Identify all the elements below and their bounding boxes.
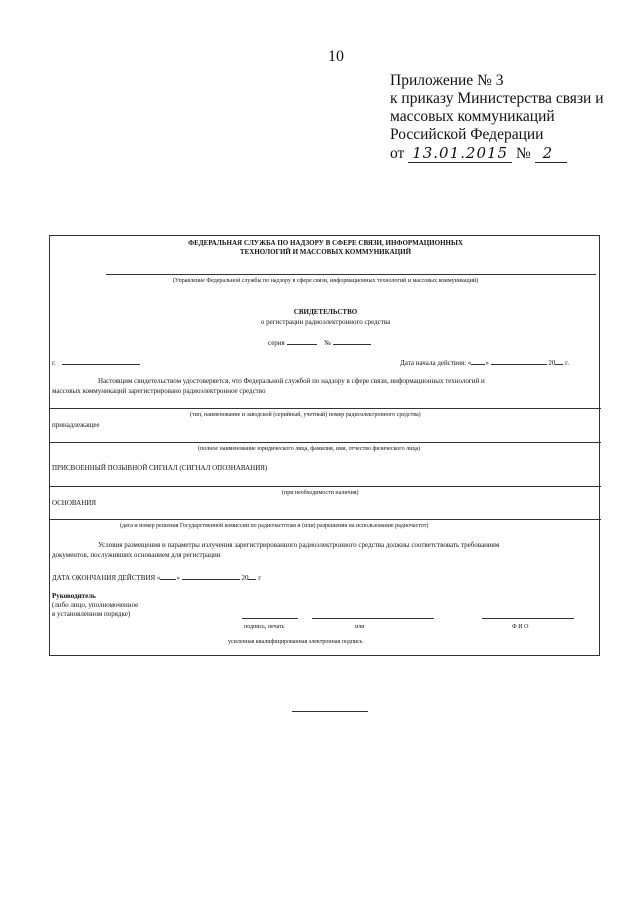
decision-caption: (дата и номер решения Государственной комиссии по радиочастотам и (или) разрешения на использование радиочастот) bbox=[120, 523, 429, 529]
end-year-field[interactable] bbox=[248, 572, 256, 580]
or-caption: или bbox=[355, 624, 365, 630]
callsign-label: ПРИСВОЕННЫЙ ПОЗЫВНОЙ СИГНАЛ (СИГНАЛ ОПОЗНАВАНИЯ) bbox=[52, 464, 268, 472]
esign-caption: усиленная квалифицированная электронная подпись bbox=[228, 639, 363, 645]
conditions-line1: Условия размещения и параметры излучения зарегистрированного радиоэлектронного средства должны соответствовать требованиям bbox=[98, 541, 500, 549]
start-date-label: Дата начала действия: « bbox=[400, 359, 472, 367]
g-row bbox=[52, 357, 140, 367]
end-date-row bbox=[52, 572, 261, 582]
bottom-divider bbox=[292, 711, 368, 712]
issue-date-field[interactable] bbox=[62, 357, 140, 365]
signature-caption: подпись, печать bbox=[244, 624, 285, 630]
type-line bbox=[50, 408, 601, 409]
head-sub2: в установленном порядке) bbox=[52, 610, 131, 618]
end-year: 20 bbox=[241, 574, 249, 582]
start-day-field[interactable] bbox=[471, 357, 485, 365]
page-number: 10 bbox=[328, 48, 344, 65]
certificate-form bbox=[49, 235, 600, 656]
series-field[interactable] bbox=[287, 337, 317, 345]
number-field[interactable] bbox=[333, 337, 371, 345]
certify-line2: массовых коммуникаций зарегистрировано радиоэлектронное средство bbox=[52, 387, 266, 395]
owner-line bbox=[50, 442, 601, 443]
start-year-suffix: г. bbox=[565, 359, 569, 367]
handwritten-number: 2 bbox=[535, 144, 568, 163]
fio-caption: Ф И О bbox=[512, 624, 529, 630]
end-date-label: ДАТА ОКОНЧАНИЯ ДЕЙСТВИЯ « bbox=[52, 574, 161, 582]
head-sub1: (либо лицо, уполномоченное bbox=[52, 601, 139, 609]
grounds-line bbox=[50, 519, 601, 520]
start-date-quote: » bbox=[485, 359, 489, 367]
department-caption: (Управление Федеральной службы по надзору в сфере связи, информационных технологий и массовых коммуникаций) bbox=[172, 278, 479, 284]
conditions-line2: документов, послуживших основанием для регистрации bbox=[52, 551, 221, 559]
agency-header-line1: ФЕДЕРАЛЬНАЯ СЛУЖБА ПО НАДЗОРУ В СФЕРЕ СВЯЗИ, ИНФОРМАЦИОННЫХ bbox=[188, 239, 463, 247]
certificate-title: СВИДЕТЕЛЬСТВО bbox=[293, 308, 358, 316]
number-prefix: № bbox=[515, 145, 531, 162]
appendix-order-line: к приказу Министерства связи и bbox=[390, 90, 604, 107]
start-year: 20 bbox=[548, 359, 556, 367]
callsign-line bbox=[50, 486, 601, 487]
type-caption: (тип, наименование и заводской (серийный, учетный) номер радиоэлектронного средства) bbox=[190, 412, 421, 418]
appendix-title: Приложение № 3 bbox=[390, 72, 504, 89]
number-label: № bbox=[324, 339, 331, 347]
certificate-subtitle: о регистрации радиоэлектронного средства bbox=[260, 318, 391, 326]
appendix-date-line bbox=[390, 144, 567, 163]
if-needed-caption: (при необходимости наличия) bbox=[282, 490, 359, 496]
start-month-field[interactable] bbox=[491, 357, 547, 365]
owner-caption: (полное наименование юридического лица, фамилия, имя, отчество физического лица) bbox=[198, 446, 421, 452]
start-date-row bbox=[400, 357, 569, 367]
appendix-ministry-line: массовых коммуникаций bbox=[390, 108, 555, 125]
end-date-quote: » bbox=[176, 574, 180, 582]
handwritten-date: 13.01.2015 bbox=[408, 144, 512, 163]
grounds-label: ОСНОВАНИЯ bbox=[52, 499, 96, 507]
date-prefix: от bbox=[390, 145, 405, 162]
certify-line1: Настоящим свидетельством удостоверяется, что Федеральной службой по надзору в сфере связи, информационных технологий и bbox=[98, 377, 485, 385]
g-label: г. bbox=[52, 359, 56, 367]
series-row bbox=[268, 337, 371, 347]
esignature-line bbox=[312, 618, 434, 619]
start-year-field[interactable] bbox=[555, 357, 563, 365]
fio-line bbox=[482, 618, 574, 619]
department-line bbox=[106, 274, 596, 275]
agency-header-line2: ТЕХНОЛОГИЙ И МАССОВЫХ КОММУНИКАЦИЙ bbox=[239, 248, 412, 256]
end-month-field[interactable] bbox=[182, 572, 240, 580]
belongs-label: принадлежащее bbox=[52, 421, 100, 429]
signature-line bbox=[242, 618, 298, 619]
series-label: серия bbox=[268, 339, 285, 347]
end-day-field[interactable] bbox=[160, 572, 176, 580]
appendix-federation-line: Российской Федерации bbox=[390, 126, 544, 143]
head-label: Руководитель bbox=[52, 592, 96, 600]
end-year-suffix: г bbox=[258, 574, 262, 582]
